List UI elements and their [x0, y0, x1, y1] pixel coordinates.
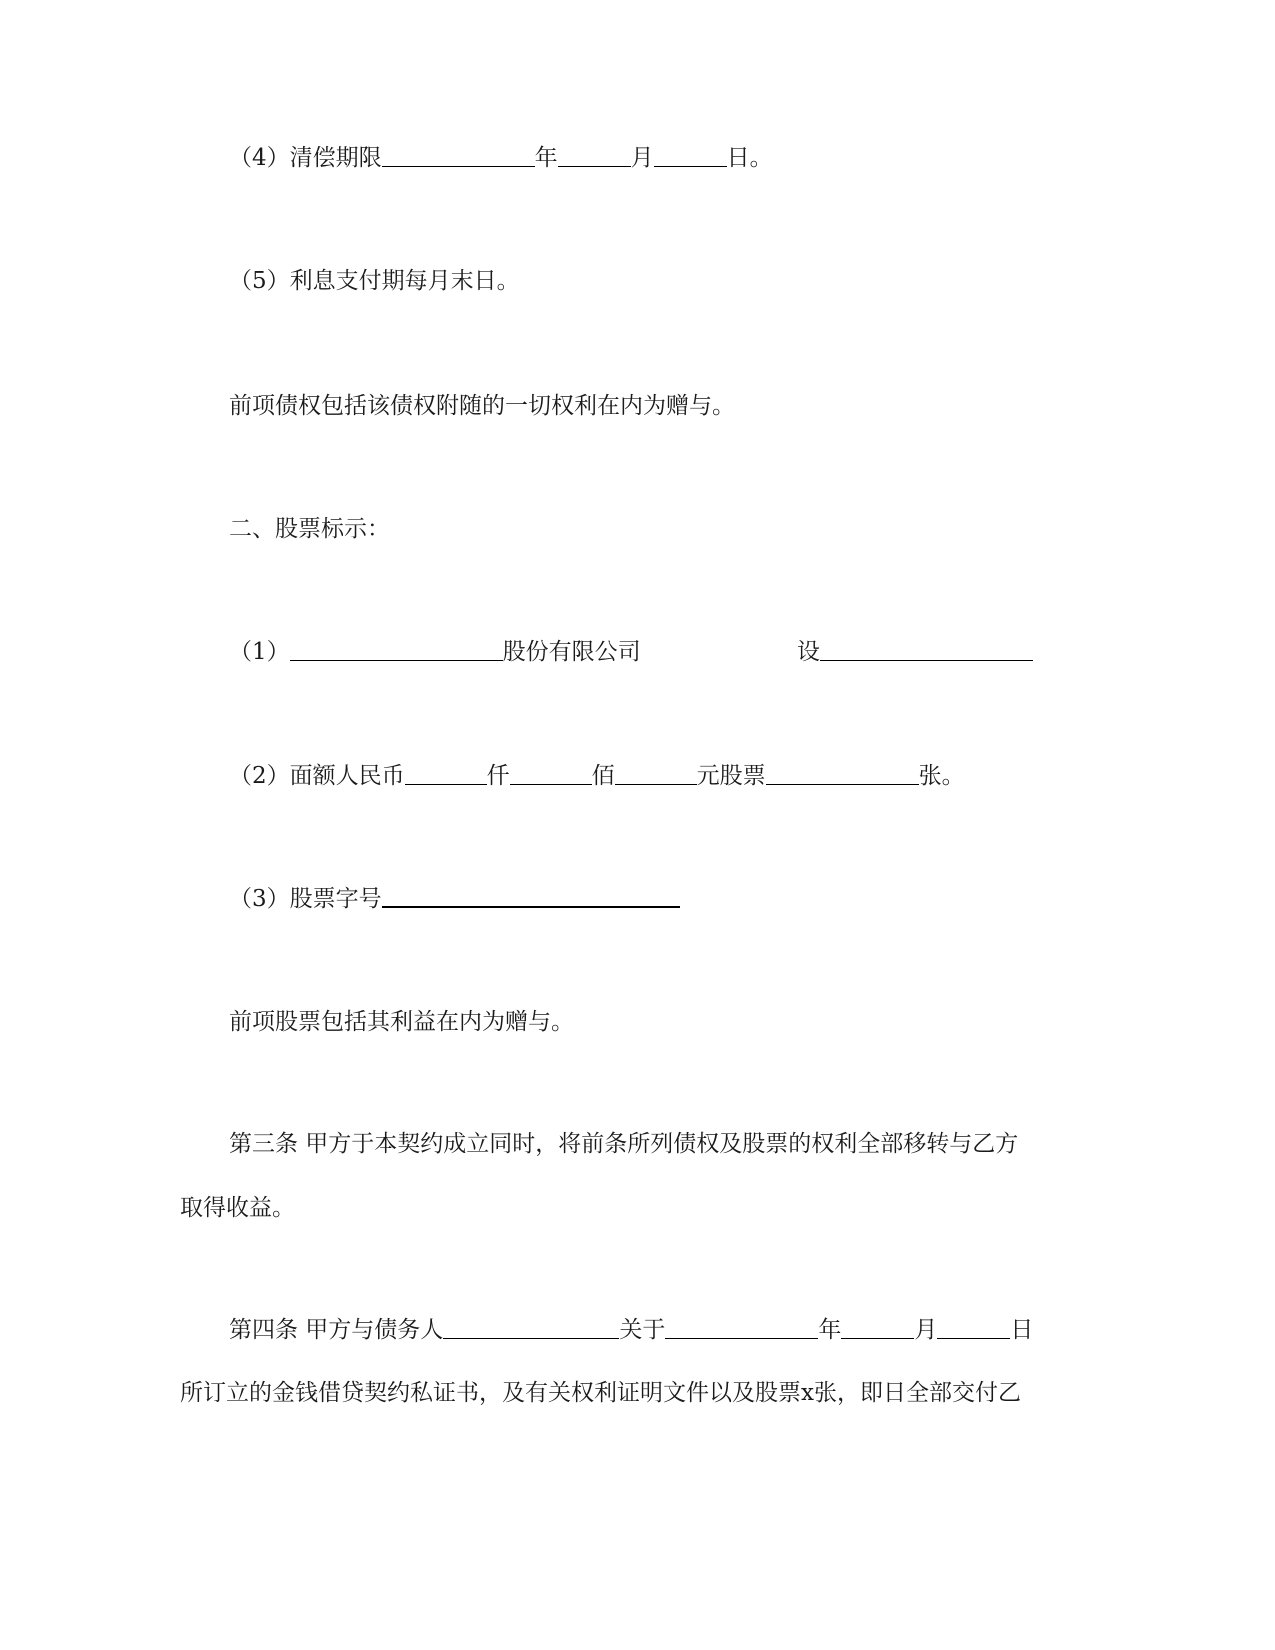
year-label: 年 — [818, 1317, 842, 1343]
blank-field[interactable] — [841, 1316, 914, 1339]
item4-label: （4）清偿期限 — [229, 145, 382, 171]
stock2-label: （2）面额人民币 — [229, 763, 405, 789]
blank-field[interactable] — [290, 638, 503, 661]
about-label: 关于 — [619, 1317, 666, 1343]
year-label: 年 — [534, 145, 558, 171]
month-label: 月 — [914, 1317, 938, 1343]
blank-field[interactable] — [665, 1316, 818, 1339]
article3-line1: 第三条 甲方于本契约成立同时，将前条所列债权及股票的权利全部移转与乙方 — [229, 1131, 1019, 1157]
stock3-label: （3）股票字号 — [229, 886, 382, 912]
bai-label: 佰 — [591, 763, 615, 789]
blank-field[interactable] — [443, 1316, 619, 1339]
blank-field[interactable] — [615, 762, 697, 785]
blank-field[interactable] — [766, 762, 919, 785]
stock1-set — [797, 637, 1033, 667]
set-label: 设 — [797, 639, 820, 665]
blank-field[interactable] — [382, 144, 535, 167]
stock1-label: （1） — [229, 639, 290, 665]
blank-field[interactable] — [937, 1316, 1010, 1339]
blank-field[interactable] — [405, 762, 487, 785]
blank-field[interactable] — [558, 144, 631, 167]
month-label: 月 — [630, 145, 654, 171]
company-label: 股份有限公司 — [502, 639, 641, 665]
day-label: 日 — [1010, 1317, 1034, 1343]
article3-line2: 取得收益。 — [180, 1195, 295, 1221]
zhang-label: 张。 — [918, 763, 965, 789]
blank-field[interactable] — [654, 144, 727, 167]
qian-label: 仟 — [486, 763, 510, 789]
day-label: 日。 — [726, 145, 773, 171]
item5-line: （5）利息支付期每月末日。 — [229, 268, 520, 294]
article4-start: 第四条 甲方与债务人 — [229, 1317, 444, 1343]
stock2-line — [229, 761, 965, 791]
blank-field[interactable] — [510, 762, 592, 785]
para-debt: 前项债权包括该债权附随的一切权利在内为赠与。 — [229, 393, 735, 419]
para-stock: 前项股票包括其利益在内为赠与。 — [229, 1009, 574, 1035]
section-heading: 二、股票标示： — [229, 516, 390, 542]
article4-line1 — [229, 1315, 1033, 1345]
article4-line2: 所订立的金钱借贷契约私证书，及有关权利证明文件以及股票x张，即日全部交付乙 — [180, 1380, 1021, 1406]
item4-line — [229, 143, 773, 173]
stock3-line — [229, 884, 680, 914]
yuan-label: 元股票 — [696, 763, 766, 789]
blank-field[interactable] — [382, 884, 680, 908]
blank-field[interactable] — [820, 638, 1033, 661]
stock1-line — [229, 637, 641, 667]
